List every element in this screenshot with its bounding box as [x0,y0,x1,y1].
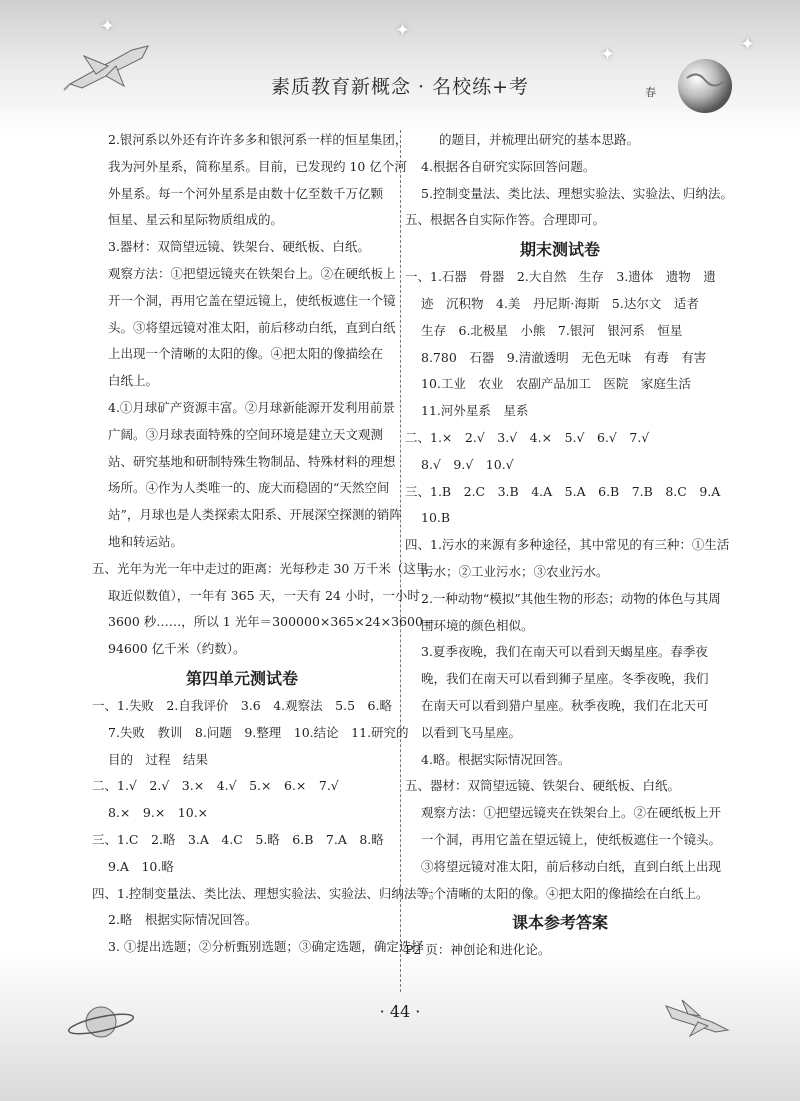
text-line: 4.略。根据实际情况回答。 [421,751,571,767]
text-line: 4.①月球矿产资源丰富。②月球新能源开发利用前景 [108,399,395,415]
text-line: 3. ①提出选题；②分析甄别选题；③确定选题，确定选择 [108,939,424,955]
star-icon: ✦ [395,20,411,41]
section-heading: 期末测试卷 [519,240,600,260]
text-line: 三、1.B 2.C 3.B 4.A 5.A 6.B 7.B 8.C 9.A [405,483,721,499]
text-line: 迹 沉积物 4.美 丹尼斯·海斯 5.达尔文 适者 [421,295,699,311]
text-line: 10.B [421,510,451,526]
text-line: 一个洞，再用它盖在望远镜上，使纸板遮住一个镜头。 [421,831,722,847]
text-line: 广阔。③月球表面特殊的空间环境是建立天文观测 [108,426,384,442]
text-line: 8.√ 9.√ 10.√ [421,456,514,472]
text-line: 3600 秒……，所以 1 光年＝300000×365×24×3600＝ [108,614,436,630]
right-column [405,127,733,964]
section-heading: 课本参考答案 [511,913,608,933]
text-line: 站、研究基地和研制特殊生物制品、特殊材料的理想 [108,453,396,469]
text-line: 观察方法：①把望远镜夹在铁架台上。②在硬纸板上开 [421,805,722,821]
page-number: · 44 · [379,1002,421,1021]
text-line: 污水；②工业污水；③农业污水。 [421,563,609,579]
text-line: 晚，我们在南天可以看到狮子星座。冬季夜晚，我们 [421,671,709,687]
text-line: 一、1.石器 骨器 2.大自然 生存 3.遗体 遗物 遗 [405,269,716,285]
text-line: 的题目，并梳理出研究的基本思路。 [439,132,640,147]
text-line: 五、根据各自实际作答。合理即可。 [405,212,606,228]
text-line: 站”，月球也是人类探索太阳系、开展深空探测的销阵 [108,507,402,523]
text-line: 在南天可以看到猎户星座。秋季夜晚，我们在北天可 [421,697,709,713]
text-line: 二、1.√ 2.√ 3.× 4.√ 5.× 6.× 7.√ [92,778,339,794]
text-line: 五、器材：双筒望远镜、铁架台、硬纸板、白纸。 [405,778,681,794]
text-line: 外星系。每一个河外星系是由数十亿至数千万亿颗 [108,185,384,201]
text-line: 生存 6.北极星 小熊 7.银河 银河系 恒星 [421,322,683,338]
text-line: 围环境的颜色相似。 [421,617,534,633]
text-line: 四、1.污水的来源有多种途径，其中常见的有三种：①生活 [405,537,730,553]
text-line: 3.夏季夜晚，我们在南天可以看到天蝎星座。春季夜 [421,644,708,660]
text-line: 上出现一个清晰的太阳的像。④把太阳的像描绘在 [108,346,384,362]
text-line: 7.失败 教训 8.问题 9.整理 10.结论 11.研究的 [108,724,409,740]
text-line: 一个清晰的太阳的像。④把太阳的像描绘在白纸上。 [421,885,709,901]
section-heading: 第四单元测试卷 [185,668,298,688]
text-line: 三、1.C 2.略 3.A 4.C 5.略 6.B 7.A 8.略 [92,831,384,847]
text-line: 观察方法：①把望远镜夹在铁架台上。②在硬纸板上 [108,265,396,281]
text-line: 8.780 石器 9.清澈透明 无色无味 有毒 有害 [421,349,707,365]
text-line: 我为河外星系，简称星系。目前，已发现约 10 亿个河 [108,158,407,174]
text-line: 白纸上。 [108,373,159,389]
text-line: 10.工业 农业 农副产品加工 医院 家庭生活 [421,376,691,392]
text-line: 场所。④作为人类唯一的、庞大而稳固的“天然空间 [108,480,390,496]
text-line: P2 页：神创论和进化论。 [405,942,551,958]
text-line: 目的 过程 结果 [108,751,209,767]
text-line: 9.A 10.略 [108,858,174,874]
text-line: 头。③将望远镜对准太阳，前后移动白纸，直到白纸 [108,319,396,335]
text-line: 11.河外星系 星系 [421,403,529,419]
text-line: 开一个洞，再用它盖在望远镜上，使纸板遮住一个镜 [108,292,396,308]
text-line: 一、1.失败 2.自我评价 3.6 4.观察法 5.5 6.略 [92,697,392,713]
text-line: 以看到飞马星座。 [421,724,522,740]
star-icon: ✦ [100,16,116,37]
star-icon: ✦ [600,44,616,65]
text-line: 3.器材：双筒望远镜、铁架台、硬纸板、白纸。 [108,239,370,255]
text-line: 2.银河系以外还有许许多多和银河系一样的恒星集团， [108,132,408,147]
text-line: 5.控制变量法、类比法、理想实验法、实验法、归纳法。 [421,185,733,201]
star-icon: ✦ [740,34,756,55]
text-line: ③将望远镜对准太阳，前后移动白纸，直到白纸上出现 [421,858,722,874]
text-line: 四、1.控制变量法、类比法、理想实验法、实验法、归纳法等。 [92,885,442,901]
text-line: 8.× 9.× 10.× [108,805,209,821]
text-line: 取近似数值），一年有 365 天，一天有 24 小时，一小时 [108,587,420,603]
text-line: 地和转运站。 [108,533,184,549]
text-line: 五、光年为光一年中走过的距离：光每秒走 30 万千米（这里 [92,560,429,576]
text-line: 2.略 根据实际情况回答。 [108,912,258,928]
text-line: 二、1.× 2.√ 3.√ 4.× 5.√ 6.√ 7.√ [405,429,650,445]
text-line: 恒星、星云和星际物质组成的。 [108,212,284,228]
text-line: 4.根据各自研究实际回答问题。 [421,158,596,174]
text-line: 94600 亿千米（约数）。 [108,641,246,657]
text-line: 2.一种动物“模拟”其他生物的形态；动物的体色与其周 [421,590,721,606]
season-label: 春 [645,86,656,99]
header-title: 素质教育新概念 · 名校练+考 [270,76,530,98]
